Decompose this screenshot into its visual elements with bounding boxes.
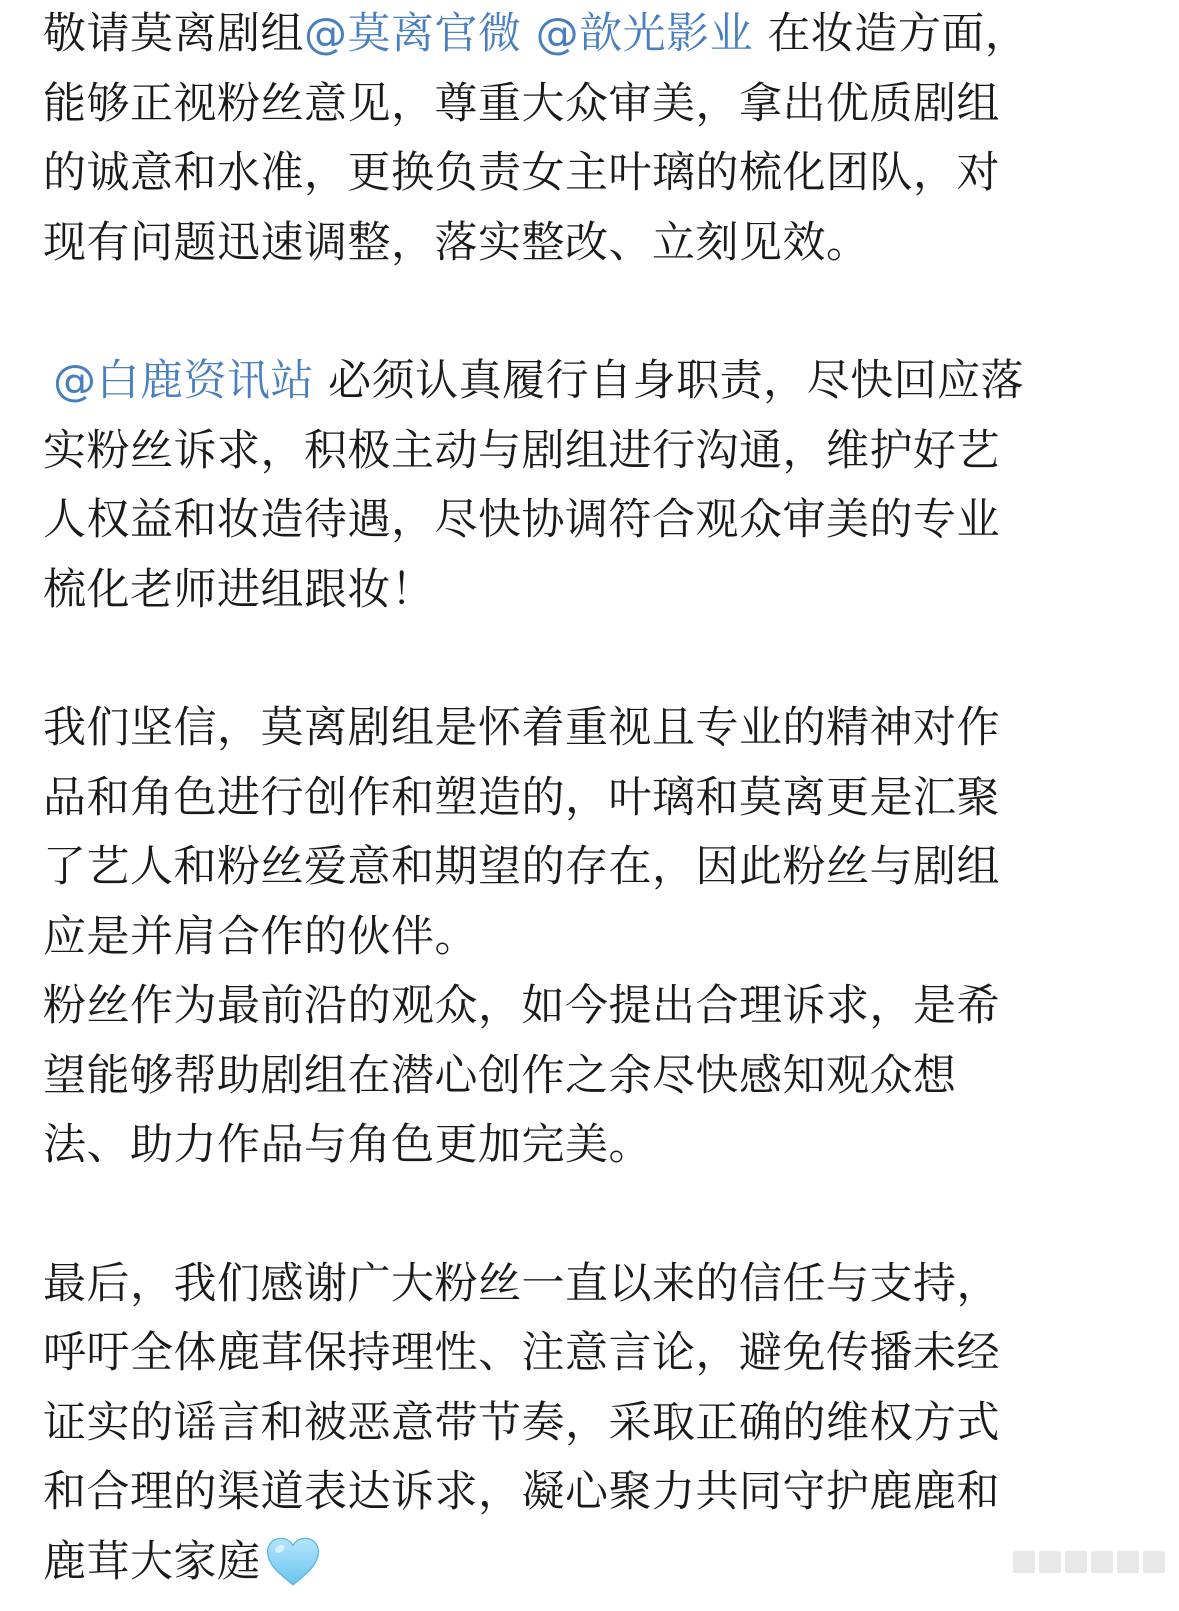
- text-line: 品和角色进行创作和塑造的，叶璃和莫离更是汇聚: [43, 772, 1000, 823]
- text-line: 人权益和妆造待遇，尽快协调符合观众审美的专业: [43, 495, 1000, 545]
- text-line: 呼吁全体鹿茸保持理性、注意言论，避免传播未经: [43, 1328, 1000, 1378]
- text-segment: 鹿茸大家庭: [43, 1536, 261, 1587]
- mention-link-bailu-news[interactable]: @白鹿资讯站: [53, 356, 314, 406]
- text-line: 望能够帮助剧组在潜心创作之余尽快感知观众想: [43, 1050, 957, 1101]
- watermark-block: [1117, 1551, 1139, 1573]
- watermark-block: [1143, 1551, 1165, 1573]
- paragraph-spacer: [43, 1181, 1143, 1250]
- text-line: 梳化老师进组跟妆！: [43, 564, 435, 615]
- text-line: 和合理的渠道表达诉求，凝心聚力共同守护鹿鹿和: [43, 1467, 1000, 1517]
- paragraph-belief: [43, 694, 1143, 1181]
- text-segment: 必须认真履行自身职责，尽快回应落: [328, 356, 1025, 406]
- paragraph-request-studio: [43, 347, 1143, 625]
- paragraph-request-crew: [43, 0, 1143, 278]
- paragraph-spacer: [43, 625, 1143, 694]
- text-line: 了艺人和粉丝爱意和期望的存在，因此粉丝与剧组: [43, 842, 1000, 892]
- mention-link-moli-official[interactable]: @莫离官微: [304, 9, 522, 59]
- text-line: [43, 0, 1143, 70]
- text-line: 应是并肩合作的伙伴。: [43, 911, 478, 962]
- paragraph-spacer: [43, 278, 1143, 347]
- text-line: 现有问题迅速调整，落实整改、立刻见效。: [43, 217, 870, 268]
- text-line: 最后，我们感谢广大粉丝一直以来的信任与支持，: [43, 1258, 1000, 1309]
- watermark-block: [1065, 1551, 1087, 1573]
- text-line: 我们坚信，莫离剧组是怀着重视且专业的精神对作: [43, 703, 1000, 753]
- weibo-post-body: [43, 0, 1143, 1597]
- text-line: 粉丝作为最前沿的观众，如今提出合理诉求，是希: [43, 981, 1000, 1031]
- paragraph-closing: [43, 1250, 1143, 1598]
- text-line: 法、助力作品与角色更加完美。: [43, 1120, 652, 1170]
- text-line: 证实的谣言和被恶意带节奏，采取正确的维权方式: [43, 1397, 1000, 1448]
- mention-link-xinguang-pictures[interactable]: @歆光影业: [535, 9, 754, 59]
- text-line: 实粉丝诉求，积极主动与剧组进行沟通，维护好艺: [43, 425, 1000, 476]
- text-line: [43, 1528, 1143, 1598]
- watermark-block: [1091, 1551, 1113, 1573]
- text-segment: 在妆造方面，: [767, 9, 1029, 59]
- text-line: [43, 347, 1143, 417]
- text-segment: 敬请莫离剧组: [43, 9, 304, 59]
- light-blue-heart-icon: [265, 1534, 321, 1590]
- text-line: 能够正视粉丝意见，尊重大众审美，拿出优质剧组: [43, 78, 1000, 129]
- watermark-block: [1039, 1551, 1061, 1573]
- watermark-block: [1013, 1551, 1035, 1573]
- text-line: 的诚意和水准，更换负责女主叶璃的梳化团队，对: [43, 148, 1000, 198]
- watermark-blocks: [1013, 1551, 1165, 1573]
